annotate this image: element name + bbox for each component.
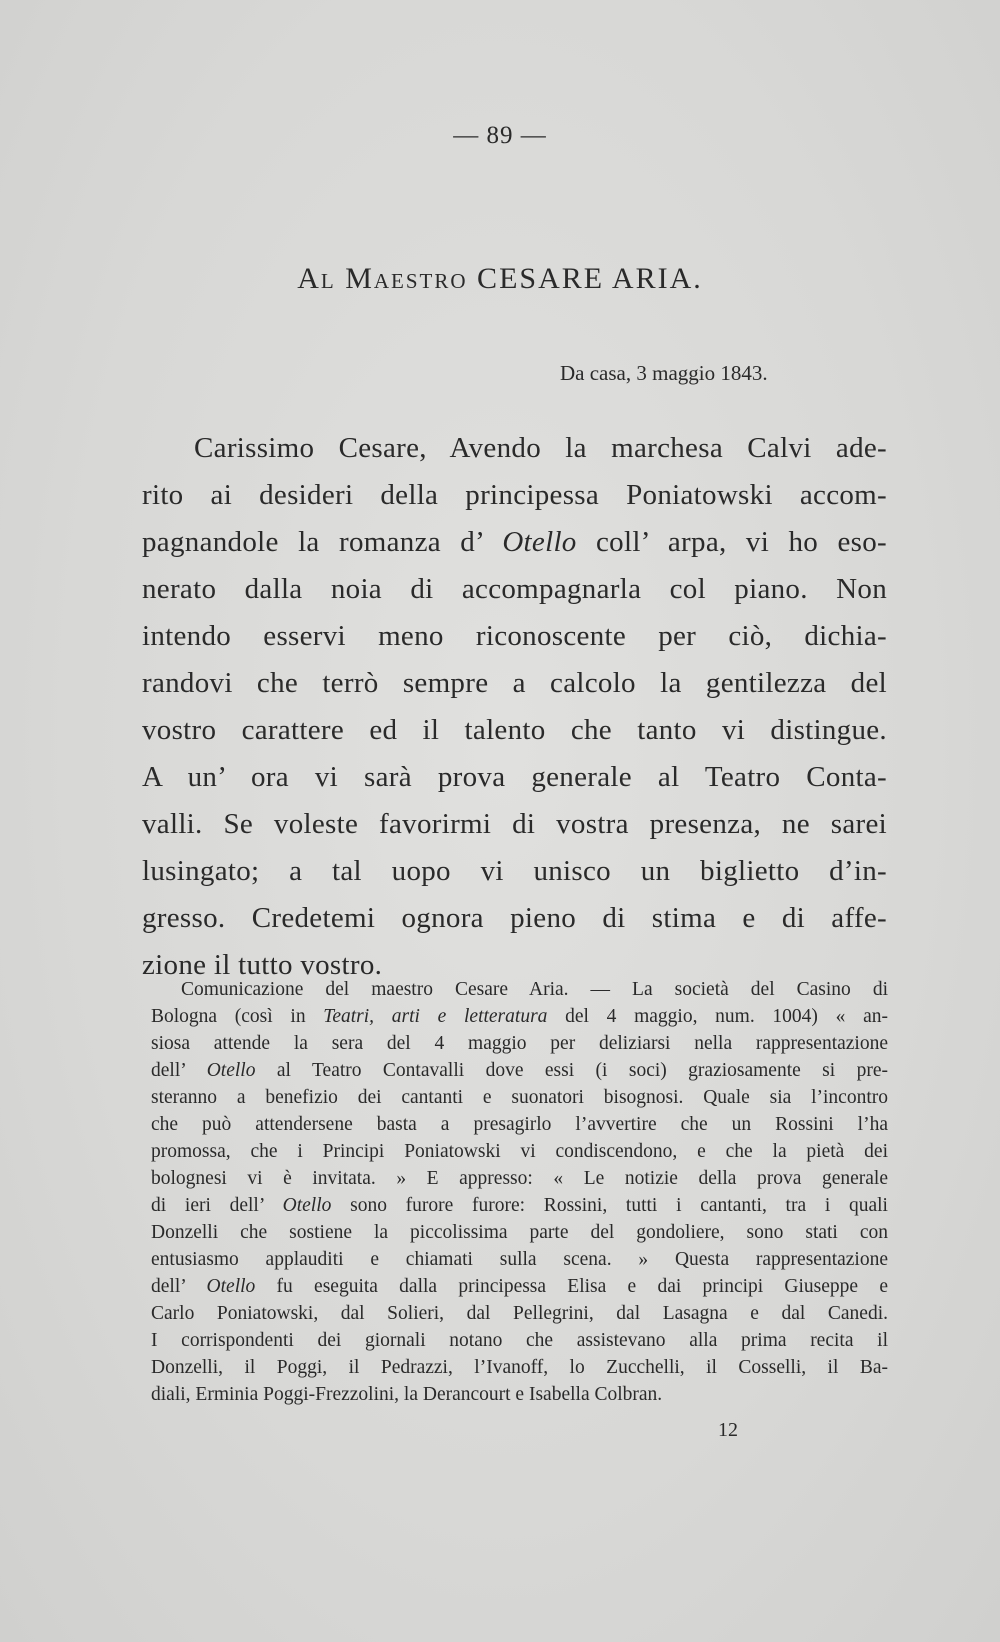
footnote-line: che può attendersene basta a presagirlo l’avvertire che un Rossini l’ha xyxy=(151,1114,888,1135)
footnote-line: steranno a benefizio dei cantanti e suonatori bisognosi. Quale sia l’incontro xyxy=(151,1087,888,1108)
footnote-line: bolognesi vi è invitata. » E appresso: « Le notizie della prova generale xyxy=(151,1168,888,1189)
letter-line: rito ai desideri della principessa Poniatowski accom- xyxy=(142,479,887,511)
footnote-line: I corrispondenti dei giornali notano che assistevano alla prima recita il xyxy=(151,1330,888,1351)
footnote-line: entusiasmo applauditi e chiamati sulla scena. » Questa rappresentazione xyxy=(151,1249,888,1270)
italic-title: Otello xyxy=(282,1195,332,1216)
footnote-line: Donzelli che sostiene la piccolissima parte del gondoliere, sono stati con xyxy=(151,1222,888,1243)
signature-mark: 12 xyxy=(718,1419,738,1441)
footnote-line: di ieri dell’ Otello sono furore furore: Rossini, tutti i cantanti, tra i quali xyxy=(151,1195,888,1216)
italic-title: Otello xyxy=(502,526,577,558)
letter-line: Carissimo Cesare, Avendo la marchesa Calvi ade- xyxy=(194,432,887,464)
letter-body xyxy=(142,425,887,989)
footnote-line: promossa, che i Principi Poniatowski vi condiscendono, e che la pietà dei xyxy=(151,1141,888,1162)
letter-line: randovi che terrò sempre a calcolo la gentilezza del xyxy=(142,667,887,699)
letter-heading: Al Maestro CESARE ARIA. xyxy=(297,262,703,295)
letter-line: valli. Se voleste favorirmi di vostra presenza, ne sarei xyxy=(142,808,887,840)
letter-line: pagnandole la romanza d’ Otello coll’ arpa, vi ho eso- xyxy=(142,526,887,558)
italic-title: Otello xyxy=(206,1060,256,1081)
letter-line: lusingato; a tal uopo vi unisco un biglietto d’in- xyxy=(142,855,887,887)
letter-line: A un’ ora vi sarà prova generale al Teatro Conta- xyxy=(142,761,887,793)
footnote-line: Bologna (così in Teatri, arti e letteratura del 4 maggio, num. 1004) « an- xyxy=(151,1006,888,1027)
footnote-line: Carlo Poniatowski, dal Solieri, dal Pellegrini, dal Lasagna e dal Canedi. xyxy=(151,1303,888,1324)
letter-line: vostro carattere ed il talento che tanto vi distingue. xyxy=(142,714,887,746)
page-number: — 89 — xyxy=(453,122,547,149)
letter-dateline: Da casa, 3 maggio 1843. xyxy=(560,361,768,385)
italic-title: Teatri, arti e letteratura xyxy=(323,1006,548,1027)
editorial-footnote xyxy=(151,976,888,1408)
letter-line: nerato dalla noia di accompagnarla col piano. Non xyxy=(142,573,887,605)
footnote-line: Donzelli, il Poggi, il Pedrazzi, l’Ivanoff, lo Zucchelli, il Cosselli, il Ba- xyxy=(151,1357,888,1378)
footnote-line: siosa attende la sera del 4 maggio per deliziarsi nella rappresentazione xyxy=(151,1033,888,1054)
footnote-line: diali, Erminia Poggi-Frezzolini, la Derancourt e Isabella Colbran. xyxy=(151,1384,663,1405)
letter-line: zione il tutto vostro. xyxy=(142,949,383,981)
italic-title: Otello xyxy=(206,1276,256,1297)
letter-line: intendo esservi meno riconoscente per ciò, dichia- xyxy=(142,620,887,652)
footnote-line: dell’ Otello fu eseguita dalla principessa Elisa e dai principi Giuseppe e xyxy=(151,1276,888,1297)
footnote-line: dell’ Otello al Teatro Contavalli dove essi (i soci) graziosamente si pre- xyxy=(151,1060,888,1081)
footnote-line: Comunicazione del maestro Cesare Aria. — La società del Casino di xyxy=(181,979,888,1000)
letter-line: gresso. Credetemi ognora pieno di stima e di affe- xyxy=(142,902,887,934)
